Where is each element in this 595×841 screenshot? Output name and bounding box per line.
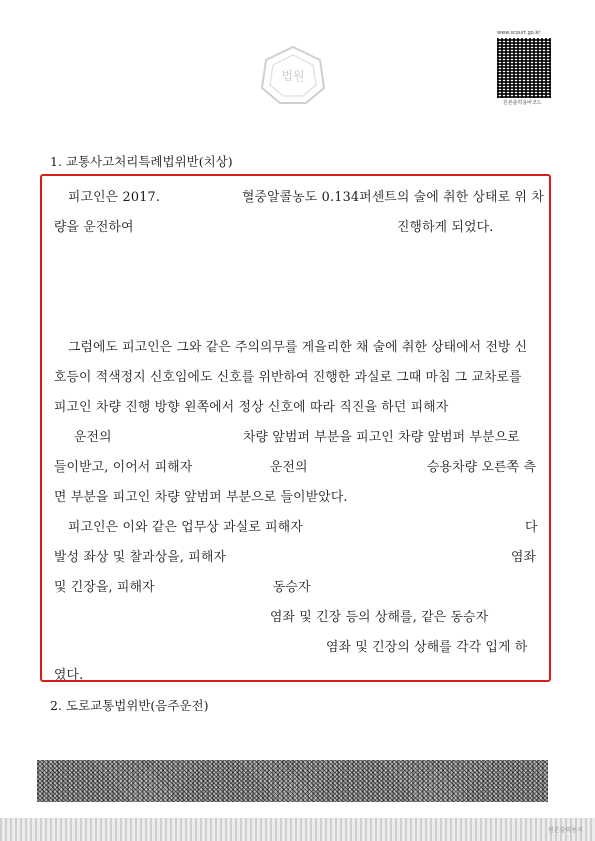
- body-line: 호등이 적색정지 신호임에도 신호를 위반하여 진행한 과실로 그때 마침 그 교차로를: [54, 370, 522, 385]
- body-line: 들이받고, 이어서 피해자: [54, 460, 193, 475]
- court-seal-watermark: [258, 44, 328, 106]
- body-line: 혈중알콜농도 0.134퍼센트의 술에 취한 상태로 위 차: [242, 190, 544, 205]
- footer-tag: 원본출력용지: [548, 827, 583, 834]
- body-line: 차량 앞범퍼 부분을 피고인 차량 앞범퍼 부분으로: [243, 430, 520, 445]
- body-line: 동승자: [273, 580, 311, 595]
- qr-code-icon: [497, 38, 551, 98]
- redacted-strip: [37, 760, 548, 802]
- body-line: 염좌 및 긴장 등의 상해를, 같은 동승자: [270, 610, 489, 625]
- section-2-title: 2. 도로교통법위반(음주운전): [50, 698, 209, 713]
- seal-text: 법원: [281, 69, 305, 83]
- body-line: 피고인은 이와 같은 업무상 과실로 피해자: [68, 520, 303, 535]
- section-1-title: 1. 교통사고처리특례법위반(치상): [50, 154, 233, 169]
- body-line: 운전의: [270, 460, 308, 475]
- body-line: 승용차량 오른쪽 측: [427, 460, 537, 475]
- body-line: 량을 운전하여: [54, 220, 134, 235]
- qr-url: www.scourt.go.kr: [497, 30, 541, 36]
- body-line: 였다.: [54, 668, 84, 683]
- qr-caption: 원본출력용바코드: [503, 100, 542, 106]
- body-line: 그럼에도 피고인은 그와 같은 주의의무를 게을리한 채 술에 취한 상태에서 전방 신: [68, 340, 528, 355]
- body-line: 면 부분을 피고인 차량 앞범퍼 부분으로 들이받았다.: [54, 490, 348, 505]
- footer-noise-strip: [0, 818, 595, 841]
- body-line: 다: [525, 520, 538, 535]
- body-line: 및 긴장을, 피해자: [54, 580, 155, 595]
- body-line: 피고인은 2017.: [68, 190, 161, 205]
- body-line: 염좌 및 긴장의 상해를 각각 입게 하: [326, 640, 528, 655]
- body-line: 운전의: [74, 430, 112, 445]
- body-line: 진행하게 되었다.: [397, 220, 494, 235]
- body-line: 피고인 차량 진행 방향 왼쪽에서 정상 신호에 따라 직진을 하던 피해자: [54, 400, 449, 415]
- body-line: 발성 좌상 및 찰과상을, 피해자: [54, 550, 227, 565]
- body-line: 염좌: [511, 550, 537, 565]
